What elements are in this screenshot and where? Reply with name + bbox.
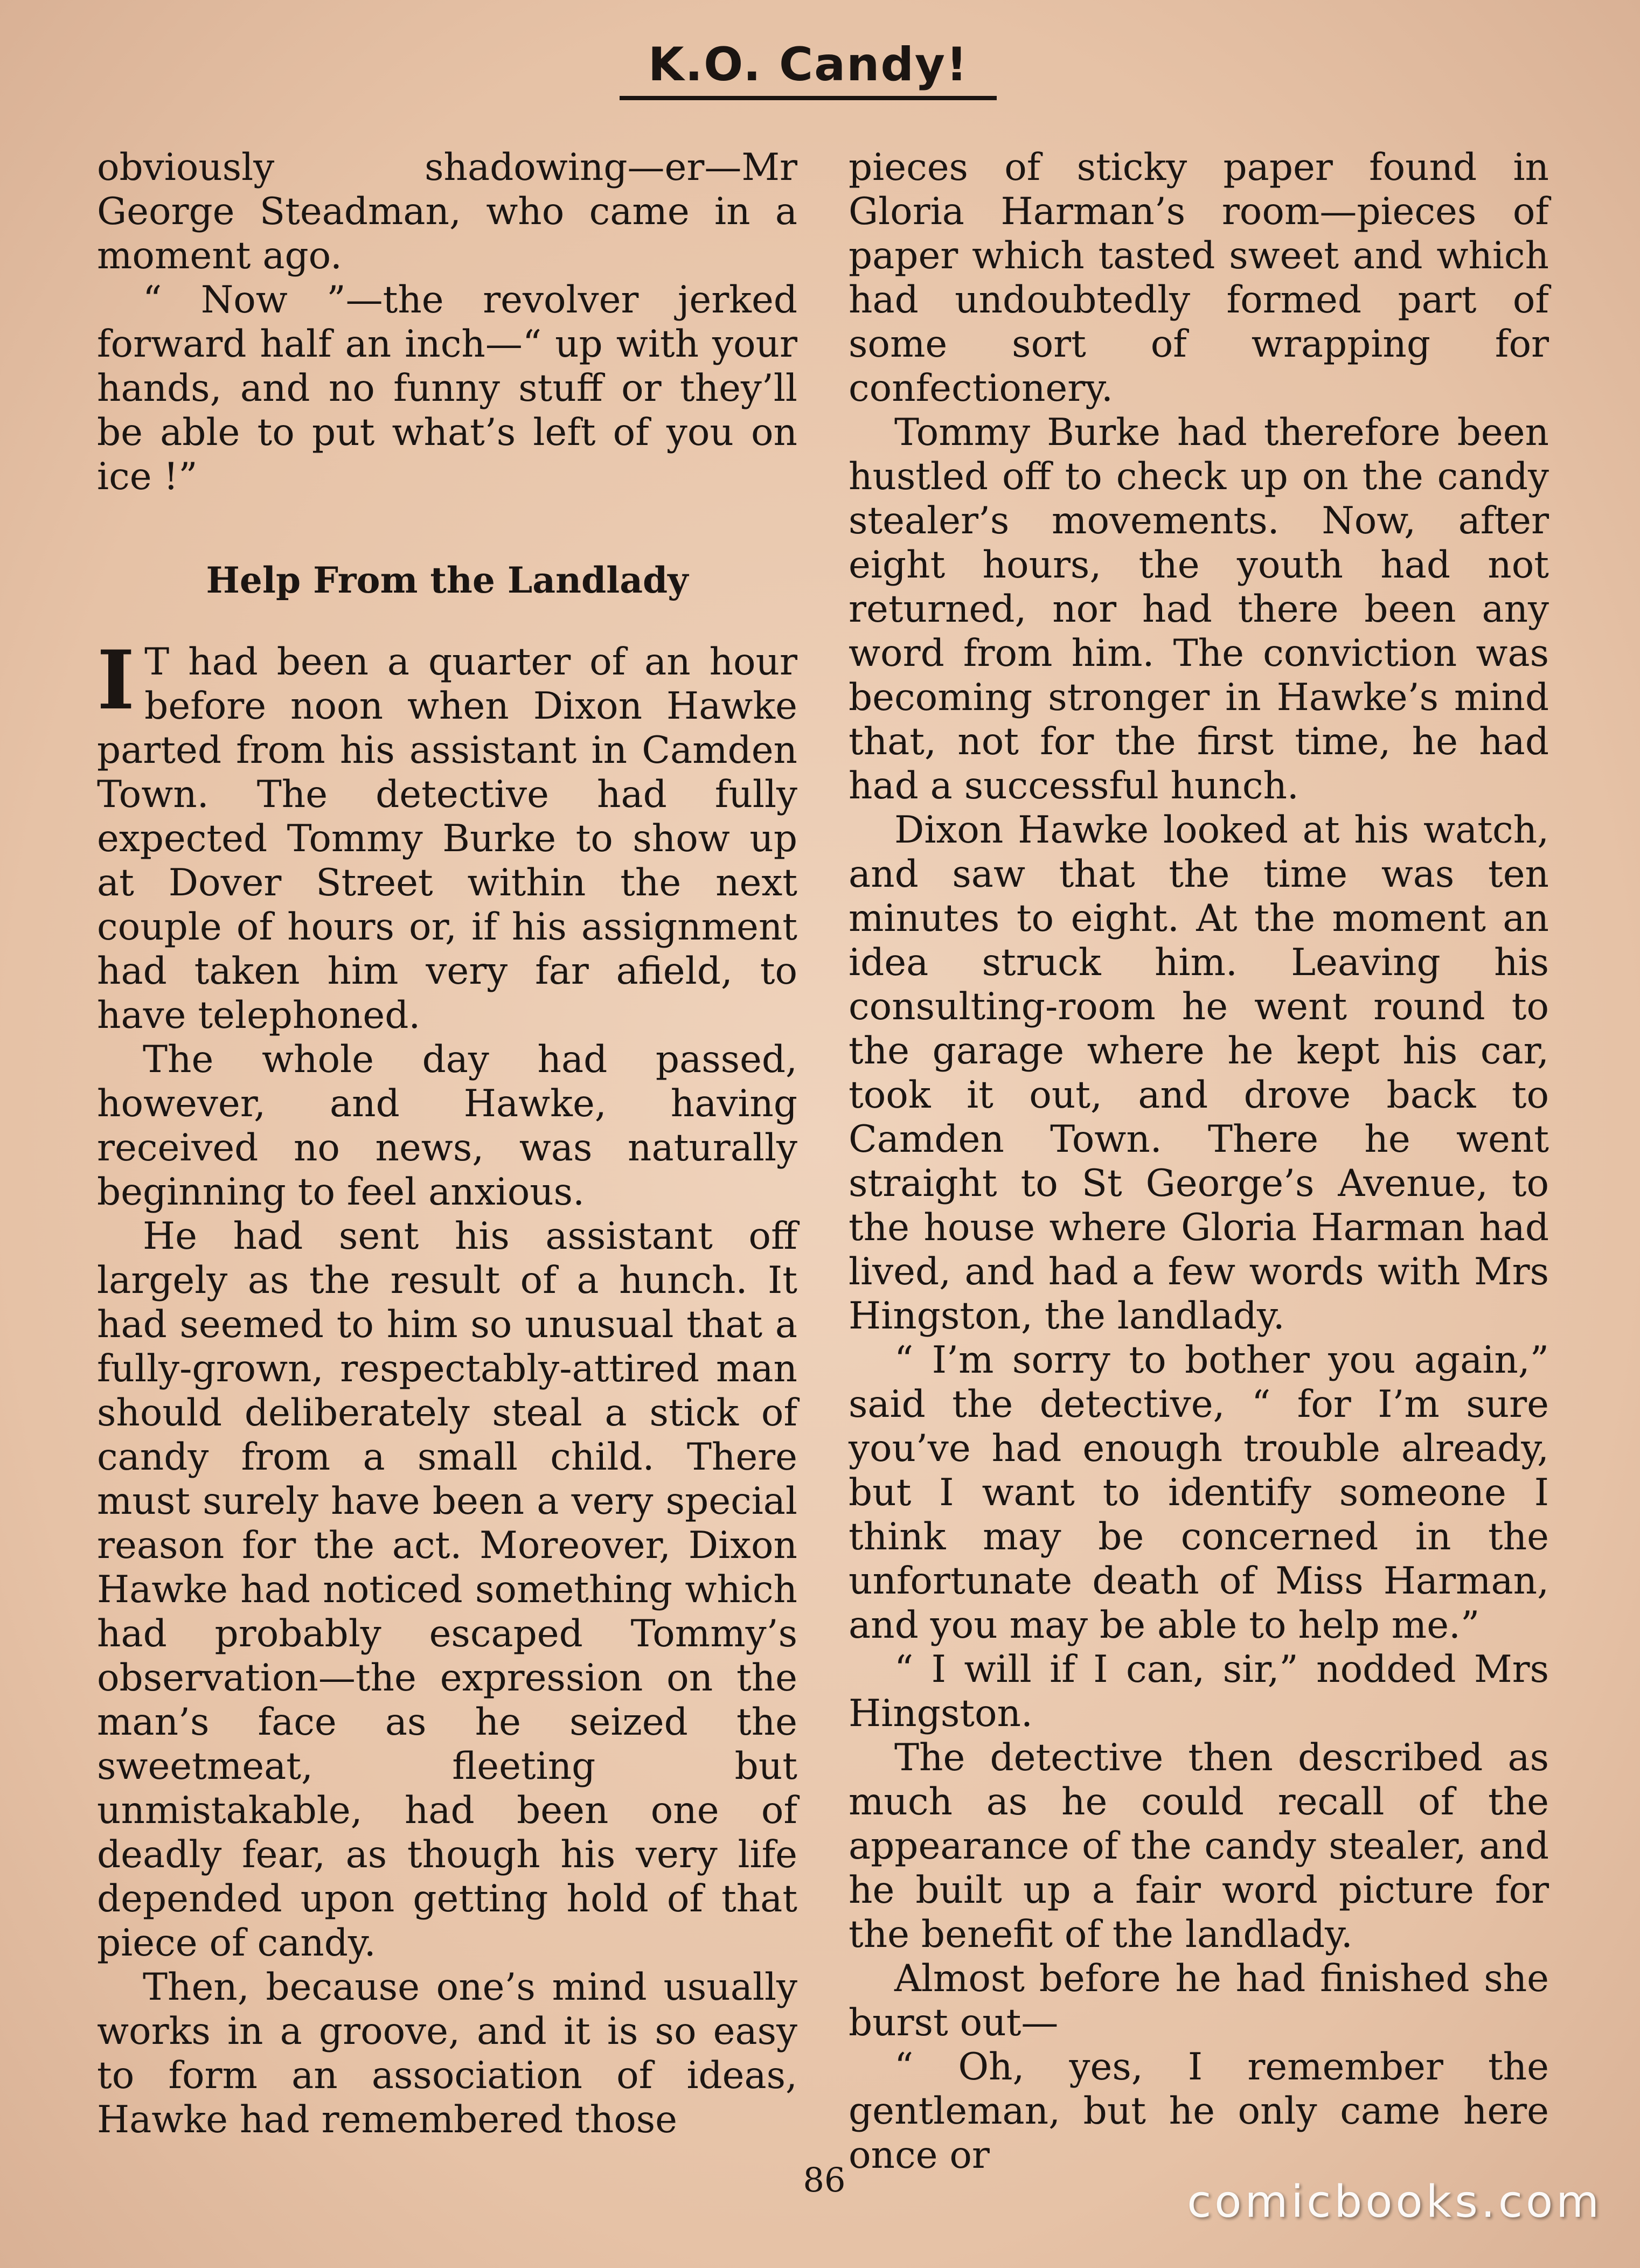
page-title-text: K.O. Candy!	[648, 38, 969, 92]
watermark: comicbooks.com	[1187, 2176, 1602, 2228]
paragraph: Then, because one’s mind usually works in a groove, and it is so easy to form an association of ideas, Hawke had remembered those	[97, 1966, 797, 2141]
section-subheading: Help From the Landlady	[206, 559, 689, 601]
paragraph: “ Oh, yes, I remember the gentleman, but he only came here once or	[849, 2046, 1549, 2177]
paragraph: Almost before he had finished she burst out—	[849, 1957, 1549, 2044]
paragraph: The whole day had passed, however, and Hawke, having received no news, was naturally beginning to feel anxious.	[97, 1038, 797, 1214]
paragraph: obviously shadowing—er—Mr George Steadman, who came in a moment ago.	[97, 146, 797, 277]
paragraph: “ Now ”—the revolver jerked forward half an inch—“ up with your hands, and no funny stuff or they’ll be able to put what’s left of you on ice !”	[97, 279, 797, 498]
title-underline	[620, 96, 997, 100]
paragraph: The detective then described as much as he could recall of the appearance of the candy stealer, and he built up a fair word picture for the benefit of the landlady.	[849, 1736, 1549, 1956]
paragraph: “ I will if I can, sir,” nodded Mrs Hingston.	[849, 1648, 1549, 1735]
paragraph	[97, 633, 797, 1038]
drop-cap: I	[97, 633, 135, 728]
paragraph-text: T had been a quarter of an hour before noon when Dixon Hawke parted from his assistant in Camden Town. The detective had fully expected Tommy Burke to show up at Dover Street within the next couple of hours or, if his assignment had taken him very far afield, to have telephoned.	[97, 641, 797, 1037]
right-column	[849, 145, 1549, 2177]
paragraph: “ I’m sorry to bother you again,” said the detective, “ for I’m sure you’ve had enough trouble already, but I want to identify someone I think may be concerned in the unfortunate death of Miss Harman, and you may be able to help me.”	[849, 1339, 1549, 1647]
paragraph: pieces of sticky paper found in Gloria Harman’s room—pieces of paper which tasted sweet and which had undoubtedly formed part of some sort of wrapping for confectionery.	[849, 146, 1549, 410]
paragraph: Dixon Hawke looked at his watch, and saw that the time was ten minutes to eight. At the moment an idea struck him. Leaving his consulting-room he went round to the garage where he kept his car, took it out, and drove back to Camden Town. There he went straight to St George’s Avenue, to the house where Gloria Harman had lived, and had a few words with Mrs Hingston, the landlady.	[849, 809, 1549, 1338]
left-column	[97, 145, 797, 2142]
paragraph: Tommy Burke had therefore been hustled off to check up on the candy stealer’s movements. Now, after eight hours, the youth had not returned, nor had there been any word from him. The conviction was becoming stronger in Hawke’s mind that, not for the first time, he had had a successful hunch.	[849, 411, 1549, 808]
page-title	[620, 38, 997, 100]
page-number: 86	[803, 2160, 846, 2200]
paragraph: He had sent his assistant off largely as the result of a hunch. It had seemed to him so unusual that a fully-grown, respectably-attired man should deliberately steal a stick of candy from a small child. There must surely have been a very special reason for the act. Moreover, Dixon Hawke had noticed something which had probably escaped Tommy’s observation—the expression on the man’s face as he seized the sweetmeat, fleeting but unmistakable, had been one of deadly fear, as though his very life depended upon getting hold of that piece of candy.	[97, 1215, 797, 1965]
